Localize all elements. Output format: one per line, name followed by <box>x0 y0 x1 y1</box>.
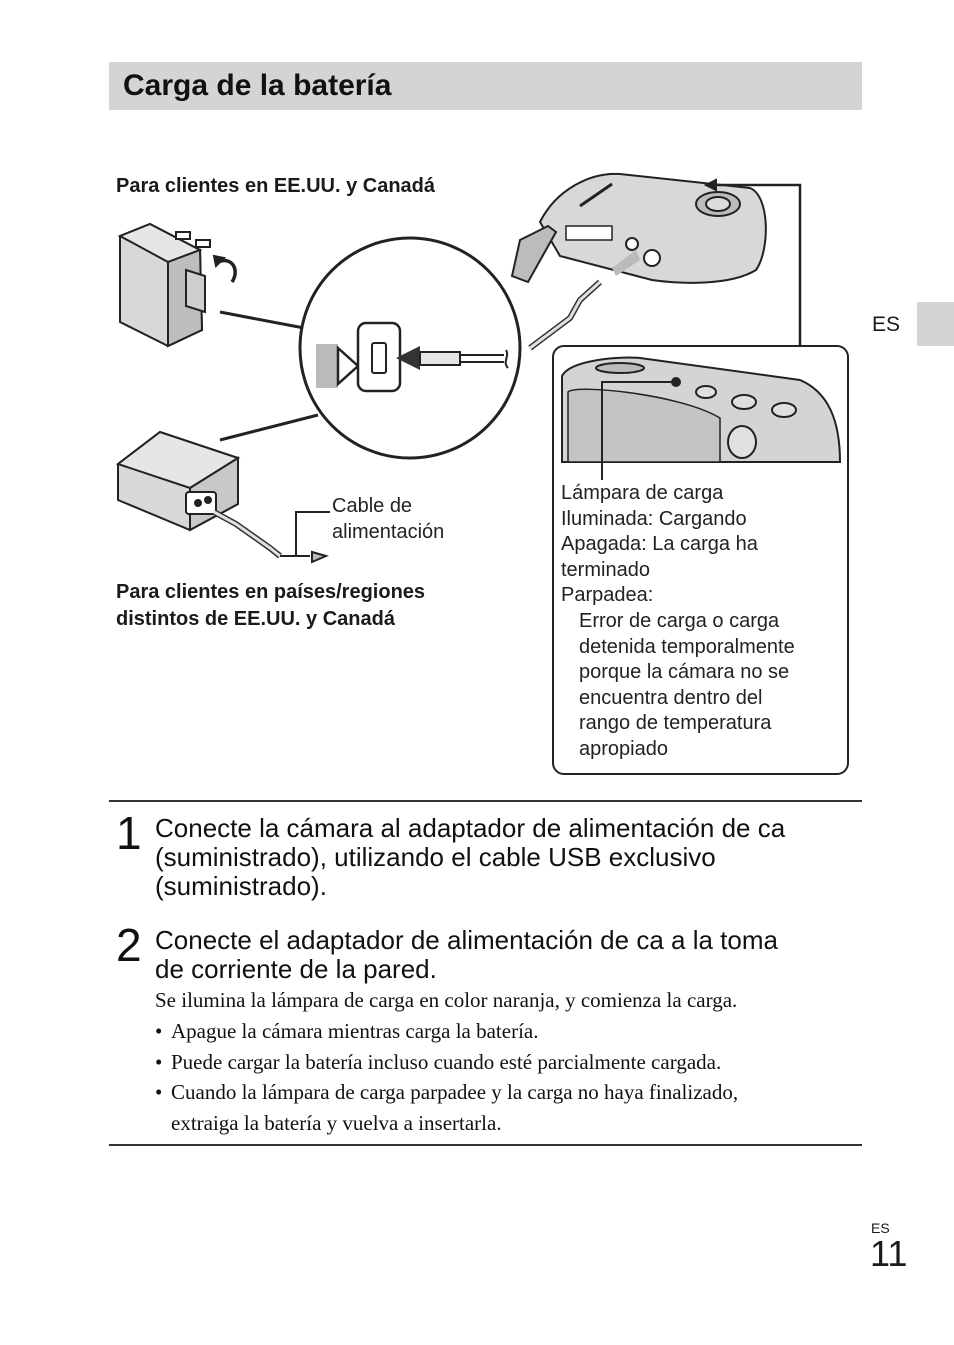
bullet-dot-icon: • <box>155 1019 163 1043</box>
steps-top-rule <box>109 800 862 802</box>
side-tab-language-code: ES <box>872 313 901 336</box>
bullet-text-line: extraiga la batería y vuelva a insertarla. <box>171 1110 502 1135</box>
section-title: Carga de la batería <box>123 69 392 102</box>
other-regions-label-line2: distintos de EE.UU. y Canadá <box>116 608 395 630</box>
lamp-line: Parpadea: <box>561 584 654 607</box>
power-cable-label-line1: Cable de <box>332 495 413 517</box>
bullet-dot-icon: • <box>155 1049 163 1074</box>
bullet-text: Puede cargar la batería incluso cuando esté parcialmente cargada. <box>171 1049 722 1074</box>
lamp-indent-line: apropiado <box>579 737 668 760</box>
lamp-indent-line: encuentra dentro del <box>579 686 763 709</box>
step-2-bullet-list <box>155 1016 738 1138</box>
us-ac-adapter-illustration <box>120 224 235 346</box>
other-regions-label-line1: Para clientes en países/regiones <box>116 581 426 603</box>
lamp-indent-line: porque la cámara no se <box>579 661 790 684</box>
bullet-text <box>171 1077 738 1138</box>
step-line: (suministrado), utilizando el cable USB exclusivo <box>155 842 716 872</box>
bullet-text: Apague la cámara mientras carga la batería. <box>171 1019 539 1043</box>
step-2-number: 2 <box>116 919 142 971</box>
step-1-number: 1 <box>116 807 142 859</box>
bullet-dot-icon: • <box>155 1080 163 1104</box>
step-line: de corriente de la pared. <box>155 954 437 984</box>
step-2-text <box>155 926 778 984</box>
lamp-indent-line: detenida temporalmente <box>579 635 795 658</box>
bullet-item <box>155 1016 738 1047</box>
us-canada-label: Para clientes en EE.UU. y Canadá <box>116 175 436 197</box>
lamp-line: Iluminada: Cargando <box>561 507 747 530</box>
camera-illustration <box>512 174 800 348</box>
step-line: Conecte el adaptador de alimentación de ca a la toma <box>155 925 778 955</box>
step-2-note: Se ilumina la lámpara de carga en color naranja, y comienza la carga. <box>155 988 738 1012</box>
other-region-ac-adapter-illustration <box>118 432 330 562</box>
footer-language-code: ES <box>871 1220 890 1236</box>
step-line: (suministrado). <box>155 871 327 901</box>
lamp-indent-line: rango de temperatura <box>579 712 772 735</box>
charge-lamp-description <box>561 481 795 763</box>
page-number: 11 <box>870 1233 908 1274</box>
lamp-line: Apagada: La carga ha <box>561 533 758 556</box>
step-1-text <box>155 814 785 901</box>
lamp-line: terminado <box>561 558 650 581</box>
usb-port-callout <box>220 238 520 458</box>
bullet-item <box>155 1047 738 1078</box>
bullet-text-line: Cuando la lámpara de carga parpadee y la carga no haya finalizado, <box>171 1080 739 1104</box>
lamp-indent-line: Error de carga o carga <box>579 609 780 632</box>
lamp-line: Lámpara de carga <box>561 482 724 504</box>
steps-bottom-rule <box>109 1144 862 1146</box>
power-cable-label-line2: alimentación <box>332 521 445 543</box>
step-line: Conecte la cámara al adaptador de alimentación de ca <box>155 813 786 843</box>
bullet-item <box>155 1077 738 1138</box>
